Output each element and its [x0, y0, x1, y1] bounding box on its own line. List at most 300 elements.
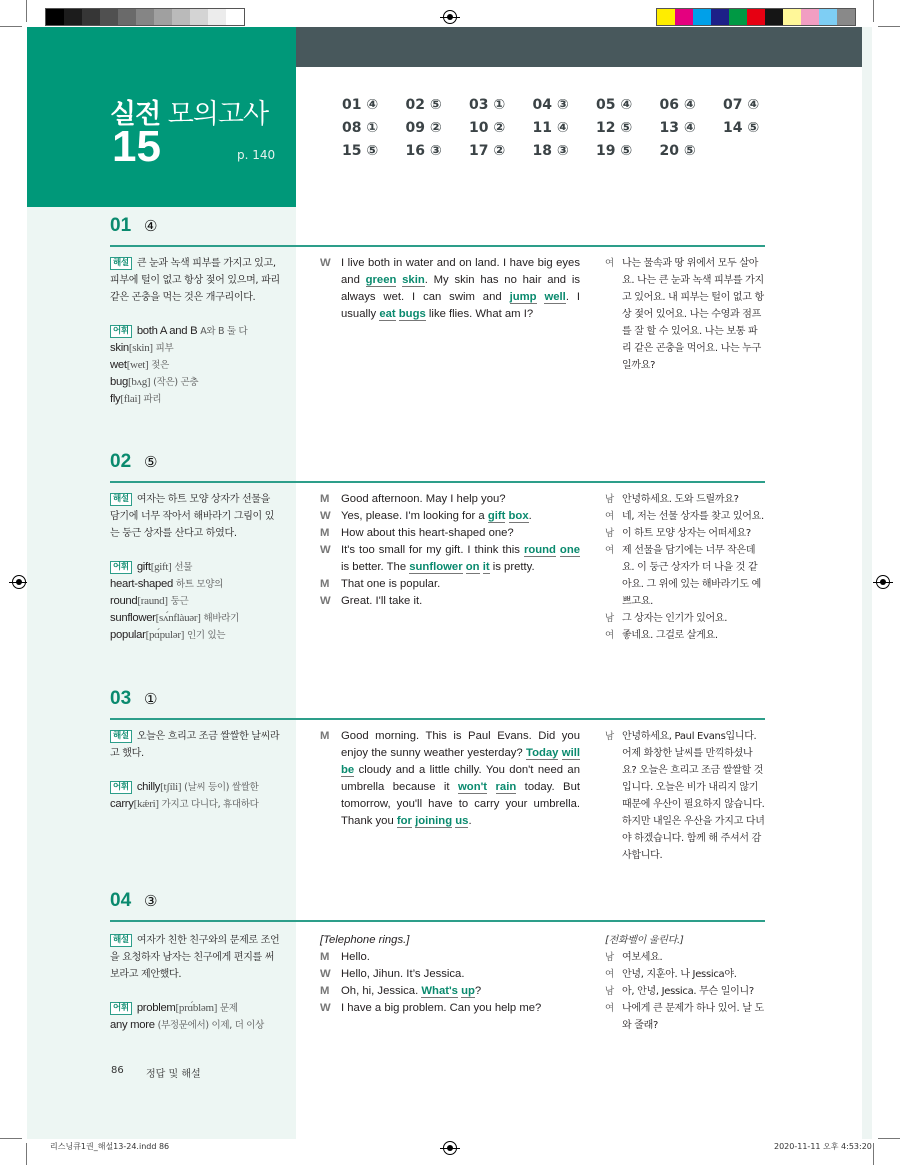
vocab-word: gift [136, 561, 151, 573]
vocabulary-list [110, 323, 280, 408]
answer-choice: ③ [556, 97, 569, 113]
gray-swatch [82, 9, 100, 25]
vocabulary-list [110, 1000, 280, 1034]
utterance [341, 966, 580, 983]
utterance-text: is better. The [341, 561, 410, 573]
explanation-column [110, 932, 280, 1034]
translation-text: 안녕하세요, Paul Evans입니다. 어제 화창한 날씨를 만끽하셨나요? 오늘은 흐리고 조금 쌀쌀할 것입니다. 오늘은 비가 내리지 않기 때문에 우산이 필요하지 않습니다. 하지만 내일은 우산을 가지고 다녀야 하겠습니다. 함께 해 주셔서 감사합니다. [622, 731, 765, 861]
explanation-column [110, 491, 280, 644]
answer-choice: ① [366, 120, 379, 136]
answer-key-item [406, 97, 470, 113]
explanation-tag: 해설 [110, 257, 132, 270]
vocab-meaning: 젖은 [151, 360, 170, 371]
key-phrase: eat [379, 308, 396, 320]
gray-swatch [226, 9, 244, 25]
translation-line [605, 966, 765, 983]
key-phrase: skin [402, 274, 425, 286]
color-swatch [765, 9, 783, 25]
utterance-text [487, 781, 495, 793]
utterance-text: It's too small for my gift. I think this [341, 544, 524, 556]
utterance-text: How about this heart-shaped one? [341, 527, 514, 539]
section-number: 01 [110, 215, 132, 236]
color-swatch [801, 9, 819, 25]
translation-speaker: 남 [605, 731, 614, 742]
translation-line [605, 1000, 765, 1034]
vocab-pronunciation: [sʌ́nflàuər] [155, 612, 201, 624]
utterance-text: Good afternoon. May I help you? [341, 493, 506, 505]
key-phrase: one [559, 544, 581, 556]
script-line [320, 576, 580, 593]
question-number: 17 [469, 143, 489, 159]
translation-line [605, 949, 765, 966]
speaker-label: W [320, 1002, 331, 1014]
answer-key-item [406, 120, 470, 136]
answer-choice: ② [493, 120, 506, 136]
section-answer: ③ [144, 892, 158, 910]
key-phrase: rain [495, 781, 517, 793]
gray-swatch [46, 9, 64, 25]
header-band [296, 27, 862, 67]
question-number: 09 [405, 120, 425, 136]
utterance [341, 542, 580, 576]
script-line [320, 542, 580, 576]
explanation-text: 오늘은 흐리고 조금 쌀쌀한 날씨라고 했다. [110, 731, 280, 759]
script-line [320, 593, 580, 610]
key-phrase: round [523, 544, 556, 556]
color-swatch [711, 9, 729, 25]
vocab-word: problem [136, 1002, 176, 1014]
translation-column [605, 255, 765, 374]
question-section-02 [110, 451, 765, 671]
color-swatch [837, 9, 855, 25]
key-phrase: well [544, 291, 566, 303]
color-swatch [693, 9, 711, 25]
vocab-item [110, 357, 280, 374]
vocab-meaning: (날씨 등이) 쌀쌀한 [184, 782, 259, 793]
question-number: 04 [532, 97, 552, 113]
question-section-03 [110, 688, 765, 908]
vocab-item [110, 627, 280, 644]
utterance-text: I have a big problem. Can you help me? [341, 1002, 542, 1014]
key-phrase: gift [487, 510, 506, 522]
script-line [320, 983, 580, 1000]
answer-key-item [406, 143, 470, 159]
utterance [341, 593, 580, 610]
gray-swatch [190, 9, 208, 25]
speaker-label: M [320, 985, 330, 997]
vocab-pronunciation: [flai] [120, 393, 141, 405]
answer-key-item [533, 143, 597, 159]
vocab-item [110, 374, 280, 391]
crop-mark [873, 1143, 874, 1165]
vocab-pronunciation: [prɑ́bləm] [175, 1002, 218, 1014]
answer-choice: ④ [620, 97, 633, 113]
question-number: 06 [659, 97, 679, 113]
translation-line [605, 491, 765, 508]
color-swatch [729, 9, 747, 25]
utterance [341, 576, 580, 593]
vocab-pronunciation: [gift] [150, 561, 172, 573]
question-number: 05 [596, 97, 616, 113]
utterance-text: Good morning. This is Paul Evans. Did you enjoy the sunny weather yesterday? [341, 730, 580, 759]
color-swatch [819, 9, 837, 25]
answer-choice: ⑤ [683, 143, 696, 159]
key-phrase: joining [415, 815, 453, 827]
key-phrase: bugs [398, 308, 426, 320]
section-number: 03 [110, 688, 132, 709]
right-edge-strip [862, 27, 872, 1139]
question-number: 03 [469, 97, 489, 113]
section-answer: ⑤ [144, 453, 158, 471]
vocab-meaning: 선물 [174, 562, 193, 573]
answer-key-item [533, 120, 597, 136]
script-line [320, 525, 580, 542]
speaker-label: M [320, 527, 330, 539]
answer-key-item [342, 143, 406, 159]
utterance-text: . I usually [341, 291, 581, 320]
vocab-tag: 어휘 [110, 781, 132, 794]
grayscale-calibration-bar [45, 8, 245, 26]
translation-speaker: 남 [605, 613, 614, 624]
speaker-label: M [320, 730, 330, 742]
answer-key-item [342, 97, 406, 113]
explanation [110, 728, 280, 762]
vocab-pronunciation: [wet] [126, 359, 149, 371]
vocab-pronunciation: [kǽri] [133, 798, 159, 810]
vocab-pronunciation: [skin] [128, 342, 153, 354]
crop-mark [26, 0, 27, 22]
translation-text: 여보세요. [622, 952, 663, 963]
translation-line [605, 627, 765, 644]
translation-text: 제 선물을 담기에는 너무 작은데요. 이 둥근 상자가 더 나을 것 같아요. 그 위에 있는 해바라기도 예쁘고요. [622, 545, 761, 607]
section-answer: ④ [144, 217, 158, 235]
vocab-meaning: 인기 있는 [186, 630, 226, 641]
utterance-text: cloudy and a little chilly. You don't need an umbrella because it [341, 764, 580, 793]
vocab-meaning: 해바라기 [203, 613, 240, 624]
answer-choice: ③ [556, 143, 569, 159]
translation-text: 안녕, 지훈아. 나 Jessica야. [622, 969, 737, 980]
answer-choice: ② [493, 143, 506, 159]
utterance-text: ? [474, 985, 482, 997]
section-header [110, 688, 765, 720]
color-swatch [675, 9, 693, 25]
vocab-pronunciation: [bʌg] [127, 376, 151, 388]
translation-text: 나에게 큰 문제가 하나 있어. 날 도와 줄래? [622, 1003, 764, 1031]
vocab-meaning: 피부 [155, 343, 174, 354]
script-line [320, 966, 580, 983]
vocab-word: round [110, 595, 138, 607]
vocab-word: fly [110, 393, 121, 405]
translation-stage-direction: [전화벨이 울린다.] [605, 935, 684, 946]
crop-mark [873, 0, 874, 22]
question-number: 18 [532, 143, 552, 159]
utterance-text: . My skin has no hair and is always wet. I can swim and [341, 274, 580, 303]
utterance-text: That one is popular. [341, 578, 441, 590]
key-phrase: on [465, 561, 480, 573]
key-phrase: Today [526, 747, 559, 759]
vocab-word: wet [110, 359, 127, 371]
gray-swatch [154, 9, 172, 25]
key-phrase: won't [458, 781, 488, 793]
vocab-item [110, 559, 280, 576]
stage-direction: [Telephone rings.] [320, 934, 410, 946]
vocab-item [110, 576, 280, 593]
utterance [341, 728, 580, 830]
vocab-word: sunflower [110, 612, 156, 624]
gray-swatch [136, 9, 154, 25]
answer-choice: ⑤ [620, 143, 633, 159]
script-column [320, 932, 580, 1017]
explanation-column [110, 728, 280, 813]
answer-key-item [596, 120, 660, 136]
translation-speaker: 여 [605, 511, 614, 522]
question-number: 12 [596, 120, 616, 136]
page-number: 86 [111, 1065, 124, 1076]
translation-text: 아, 안녕, Jessica. 무슨 일이니? [622, 986, 754, 997]
vocab-word: heart-shaped [110, 578, 173, 590]
vocab-item [110, 1000, 280, 1017]
answer-choice: ① [493, 97, 506, 113]
answer-choice: ④ [556, 120, 569, 136]
answer-key-item [723, 97, 787, 113]
vocab-word: bug [110, 376, 128, 388]
utterance-text: Yes, please. I'm looking for a [341, 510, 488, 522]
utterance [341, 525, 580, 542]
translation-speaker: 남 [605, 494, 614, 505]
script-line [320, 255, 580, 323]
key-phrase: box [508, 510, 529, 522]
utterance [341, 255, 580, 323]
gray-swatch [172, 9, 190, 25]
answer-choice: ⑤ [429, 97, 442, 113]
gray-swatch [118, 9, 136, 25]
key-phrase: for [396, 815, 412, 827]
question-number: 01 [342, 97, 362, 113]
vocab-word: both A and B [136, 325, 198, 337]
key-phrase: will [561, 747, 580, 759]
answer-choice: ⑤ [620, 120, 633, 136]
speaker-label: W [320, 544, 331, 556]
footer-label: 정답 및 해설 [146, 1069, 201, 1080]
key-phrase: be [341, 764, 355, 776]
translation-line [605, 508, 765, 525]
speaker-label: W [320, 510, 331, 522]
utterance-text: . [468, 815, 472, 827]
crop-mark [0, 1138, 22, 1139]
key-phrase: it [482, 561, 490, 573]
utterance-text: . [528, 510, 532, 522]
speaker-label: M [320, 951, 330, 963]
vocab-meaning: (부정문에서) 이제, 더 이상 [157, 1020, 265, 1031]
question-section-04 [110, 890, 765, 1110]
gray-swatch [100, 9, 118, 25]
vocab-word: popular [110, 629, 146, 641]
speaker-label: M [320, 578, 330, 590]
translation-line [605, 542, 765, 610]
utterance [341, 1000, 580, 1017]
explanation [110, 491, 280, 542]
key-phrase: sunflower [409, 561, 463, 573]
color-swatch [783, 9, 801, 25]
translation-speaker: 여 [605, 545, 614, 556]
translation-speaker: 남 [605, 952, 614, 963]
vocab-meaning: A와 B 둘 다 [200, 326, 248, 337]
vocab-word: carry [110, 798, 134, 810]
script-column [320, 255, 580, 323]
vocab-meaning: 가지고 다니다, 휴대하다 [161, 799, 259, 810]
script-column [320, 491, 580, 610]
crop-mark [878, 26, 900, 27]
utterance-text: Hello, Jihun. It’s Jessica. [341, 968, 465, 980]
utterance-text: is pretty. [489, 561, 535, 573]
script-line [320, 728, 580, 830]
vocab-pronunciation: [pɑ́pulər] [145, 629, 185, 641]
answer-key-item [469, 143, 533, 159]
page-reference: p. 140 [237, 148, 276, 162]
registration-mark-icon [443, 10, 457, 24]
question-number: 15 [342, 143, 362, 159]
answer-choice: ③ [429, 143, 442, 159]
script-line [320, 949, 580, 966]
translation-speaker: 여 [605, 969, 614, 980]
answer-key-item [596, 143, 660, 159]
explanation-column [110, 255, 280, 408]
vocab-meaning: (작은) 곤충 [153, 377, 199, 388]
utterance [341, 508, 580, 525]
section-answer: ① [144, 690, 158, 708]
translation-column [605, 728, 765, 864]
answer-key-grid [342, 97, 787, 159]
registration-mark-icon [876, 575, 890, 589]
crop-mark [26, 1143, 27, 1165]
question-number: 02 [405, 97, 425, 113]
key-phrase: up [461, 985, 475, 997]
answer-choice: ④ [683, 97, 696, 113]
vocab-item [110, 796, 280, 813]
key-phrase: green [365, 274, 397, 286]
vocab-word: skin [110, 342, 129, 354]
script-line [320, 1000, 580, 1017]
slug-filename: 리스닝큐1권_해설13-24.indd 86 [50, 1142, 170, 1151]
answer-choice: ④ [747, 97, 760, 113]
explanation [110, 255, 280, 306]
translation-text: 네, 저는 선물 상자를 찾고 있어요. [622, 511, 764, 522]
question-number: 07 [723, 97, 743, 113]
answer-choice: ⑤ [747, 120, 760, 136]
color-swatch [747, 9, 765, 25]
answer-key-item [533, 97, 597, 113]
translation-line [605, 728, 765, 864]
explanation [110, 932, 280, 983]
utterance-text: today. But tomorrow, you'll have to carry your umbrella. Thank you [341, 781, 581, 827]
question-number: 11 [532, 120, 552, 136]
question-number: 13 [659, 120, 679, 136]
script-line [320, 508, 580, 525]
script-line [320, 491, 580, 508]
section-header [110, 890, 765, 922]
slug-timestamp: 2020-11-11 오후 4:53:20 [774, 1142, 872, 1151]
question-number: 20 [659, 143, 679, 159]
translation-speaker: 남 [605, 528, 614, 539]
gray-swatch [64, 9, 82, 25]
utterance-text: like flies. What am I? [425, 308, 534, 320]
test-number: 15 [112, 122, 161, 171]
vocab-item [110, 391, 280, 408]
vocab-meaning: 둥근 [170, 596, 189, 607]
vocab-item [110, 610, 280, 627]
answer-key-item [660, 143, 724, 159]
vocab-tag: 어휘 [110, 325, 132, 338]
vocab-item [110, 323, 280, 340]
translation-column [605, 491, 765, 644]
translation-text: 좋네요. 그걸로 살게요. [622, 630, 718, 641]
vocab-word: any more [110, 1019, 155, 1031]
color-calibration-bar [656, 8, 856, 26]
question-number: 19 [596, 143, 616, 159]
translation-speaker: 여 [605, 258, 614, 269]
explanation-tag: 해설 [110, 934, 132, 947]
title-bold: 실전 [110, 99, 161, 130]
vocab-meaning: 하트 모양의 [175, 579, 223, 590]
speaker-label: W [320, 257, 331, 269]
vocab-meaning: 파리 [143, 394, 162, 405]
explanation-tag: 해설 [110, 730, 132, 743]
gray-swatch [208, 9, 226, 25]
translation-text: 이 하트 모양 상자는 어떠세요? [622, 528, 751, 539]
key-phrase: What's [421, 985, 458, 997]
section-header [110, 451, 765, 483]
utterance [341, 983, 580, 1000]
utterance-text: Hello. [341, 951, 370, 963]
vocab-tag: 어휘 [110, 1002, 132, 1015]
vocab-tag: 어휘 [110, 561, 132, 574]
translation-speaker: 여 [605, 630, 614, 641]
vocab-pronunciation: [raund] [137, 595, 168, 607]
answer-choice: ④ [683, 120, 696, 136]
translation-line [605, 983, 765, 1000]
translation-text: 그 상자는 인기가 있어요. [622, 613, 728, 624]
explanation-text: 큰 눈과 녹색 피부를 가지고 있고, 피부에 털이 없고 항상 젖어 있으며, 파리 같은 곤충을 먹는 것은 개구리이다. [110, 258, 280, 303]
vocab-word: chilly [136, 781, 161, 793]
utterance [341, 949, 580, 966]
answer-key-item [723, 120, 787, 136]
registration-mark-icon [12, 575, 26, 589]
translation-speaker: 여 [605, 1003, 614, 1014]
explanation-tag: 해설 [110, 493, 132, 506]
answer-choice: ④ [366, 97, 379, 113]
translation-line [605, 610, 765, 627]
answer-key-item [596, 97, 660, 113]
color-swatch [657, 9, 675, 25]
answer-key-item [469, 120, 533, 136]
vocab-item [110, 1017, 280, 1034]
crop-mark [878, 1138, 900, 1139]
vocabulary-list [110, 559, 280, 644]
section-number: 04 [110, 890, 132, 911]
answer-choice: ② [429, 120, 442, 136]
explanation-text: 여자는 하트 모양 상자가 선물을 담기에 너무 작아서 해바라기 그림이 있는 둥근 상자를 산다고 하였다. [110, 494, 275, 539]
speaker-label: M [320, 493, 330, 505]
question-number: 14 [723, 120, 743, 136]
utterance-text: I live both in water and on land. I have big eyes and [341, 257, 580, 286]
title-light: 모의고사 [160, 99, 269, 130]
section-header [110, 215, 765, 247]
translation-line [605, 255, 765, 374]
question-number: 10 [469, 120, 489, 136]
translation-speaker: 남 [605, 986, 614, 997]
vocab-pronunciation: [tʃíli] [160, 781, 182, 793]
translation-line [605, 525, 765, 542]
